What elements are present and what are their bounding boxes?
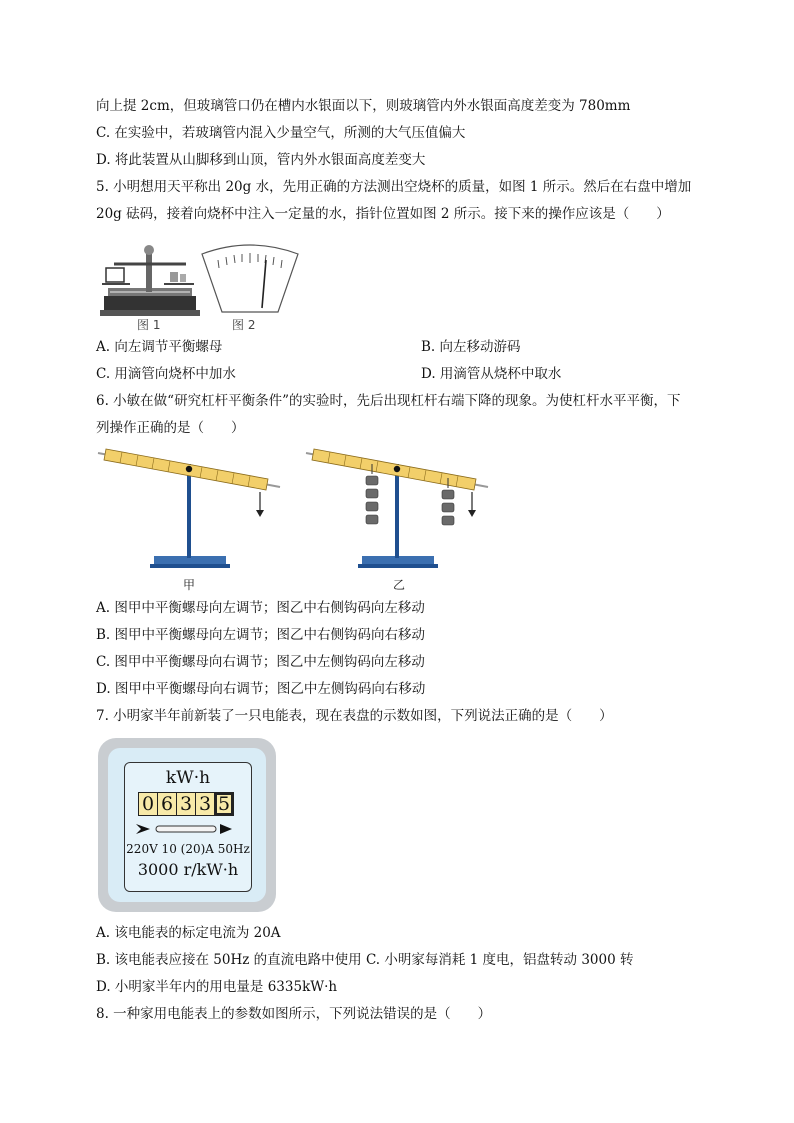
q7-stem: 7. 小明家半年前新装了一只电能表，现在表盘的示数如图，下列说法正确的是（ ）: [96, 708, 613, 724]
q5-stem-1: 5. 小明想用天平称出 20g 水，先用正确的方法测出空烧杯的质量，如图 1 所示。然后在右盘中增加: [96, 179, 692, 195]
text-line-3: D. 将此装置从山脚移到山顶，管内外水银面高度差变大: [96, 152, 426, 168]
meter-digit: 0: [139, 793, 158, 815]
meter-disc-indicator: [136, 821, 236, 837]
q6-stem-1: 6. 小敏在做“研究杠杆平衡条件”的实验时，先后出现杠杆右端下降的现象。为使杠杆水平平衡，下: [96, 393, 681, 409]
q6-option-d: D. 图甲中平衡螺母向右调节；图乙中左侧钩码向右移动: [96, 681, 426, 697]
meter-digit: 3: [177, 793, 196, 815]
meter-digit: 3: [196, 793, 215, 815]
q6-option-a: A. 图甲中平衡螺母向左调节；图乙中右侧钩码向左移动: [96, 600, 425, 616]
balance-figure: [98, 238, 308, 332]
q6-option-b: B. 图甲中平衡螺母向左调节；图乙中右侧钩码向右移动: [96, 627, 426, 643]
q5-option-b: B. 向左移动游码: [421, 339, 521, 355]
q5-option-c: C. 用滴管向烧杯中加水: [96, 366, 236, 382]
fig-jia-caption: 甲: [183, 578, 196, 592]
meter-digit: 6: [158, 793, 177, 815]
q7-option-bc: B. 该电能表应接在 50Hz 的直流电路中使用 C. 小明家每消耗 1 度电，铝盘转动 3000 转: [96, 952, 634, 968]
q6-stem-2: 列操作正确的是（ ）: [96, 420, 245, 436]
meter-revolutions: 3000 r/kW·h: [137, 860, 239, 879]
meter-digit-decimal: 5: [215, 793, 233, 815]
q5-option-d: D. 用滴管从烧杯中取水: [421, 366, 562, 382]
fig1-caption: 图 1: [137, 318, 161, 332]
lever-figure: [96, 444, 496, 574]
meter-digits: [138, 792, 234, 816]
q7-option-a: A. 该电能表的标定电流为 20A: [96, 925, 281, 941]
lever-yi: [306, 449, 488, 568]
lever-jia: [98, 449, 280, 568]
q6-option-c: C. 图甲中平衡螺母向右调节；图乙中左侧钩码向左移动: [96, 654, 425, 670]
fig-yi-caption: 乙: [393, 578, 406, 592]
meter-spec: 220V 10 (20)A 50Hz: [126, 842, 250, 856]
q7-option-d: D. 小明家半年内的用电量是 6335kW·h: [96, 979, 338, 995]
text-line-2: C. 在实验中，若玻璃管内混入少量空气，所测的大气压值偏大: [96, 125, 466, 141]
text-line-1: 向上提 2cm，但玻璃管口仍在槽内水银面以下，则玻璃管内外水银面高度差变为 780mm: [96, 98, 631, 114]
fig2-caption: 图 2: [232, 318, 256, 332]
q8-stem: 8. 一种家用电能表上的参数如图所示，下列说法错误的是（ ）: [96, 1006, 492, 1022]
meter-unit: kW·h: [165, 768, 211, 788]
pointer-dial-illustration: [202, 245, 298, 312]
q5-option-a: A. 向左调节平衡螺母: [96, 339, 223, 355]
electric-meter: [98, 738, 276, 912]
balance-scale-illustration: [100, 245, 200, 316]
q5-stem-2: 20g 砝码，接着向烧杯中注入一定量的水，指针位置如图 2 所示。接下来的操作应该是（ ）: [96, 206, 670, 222]
